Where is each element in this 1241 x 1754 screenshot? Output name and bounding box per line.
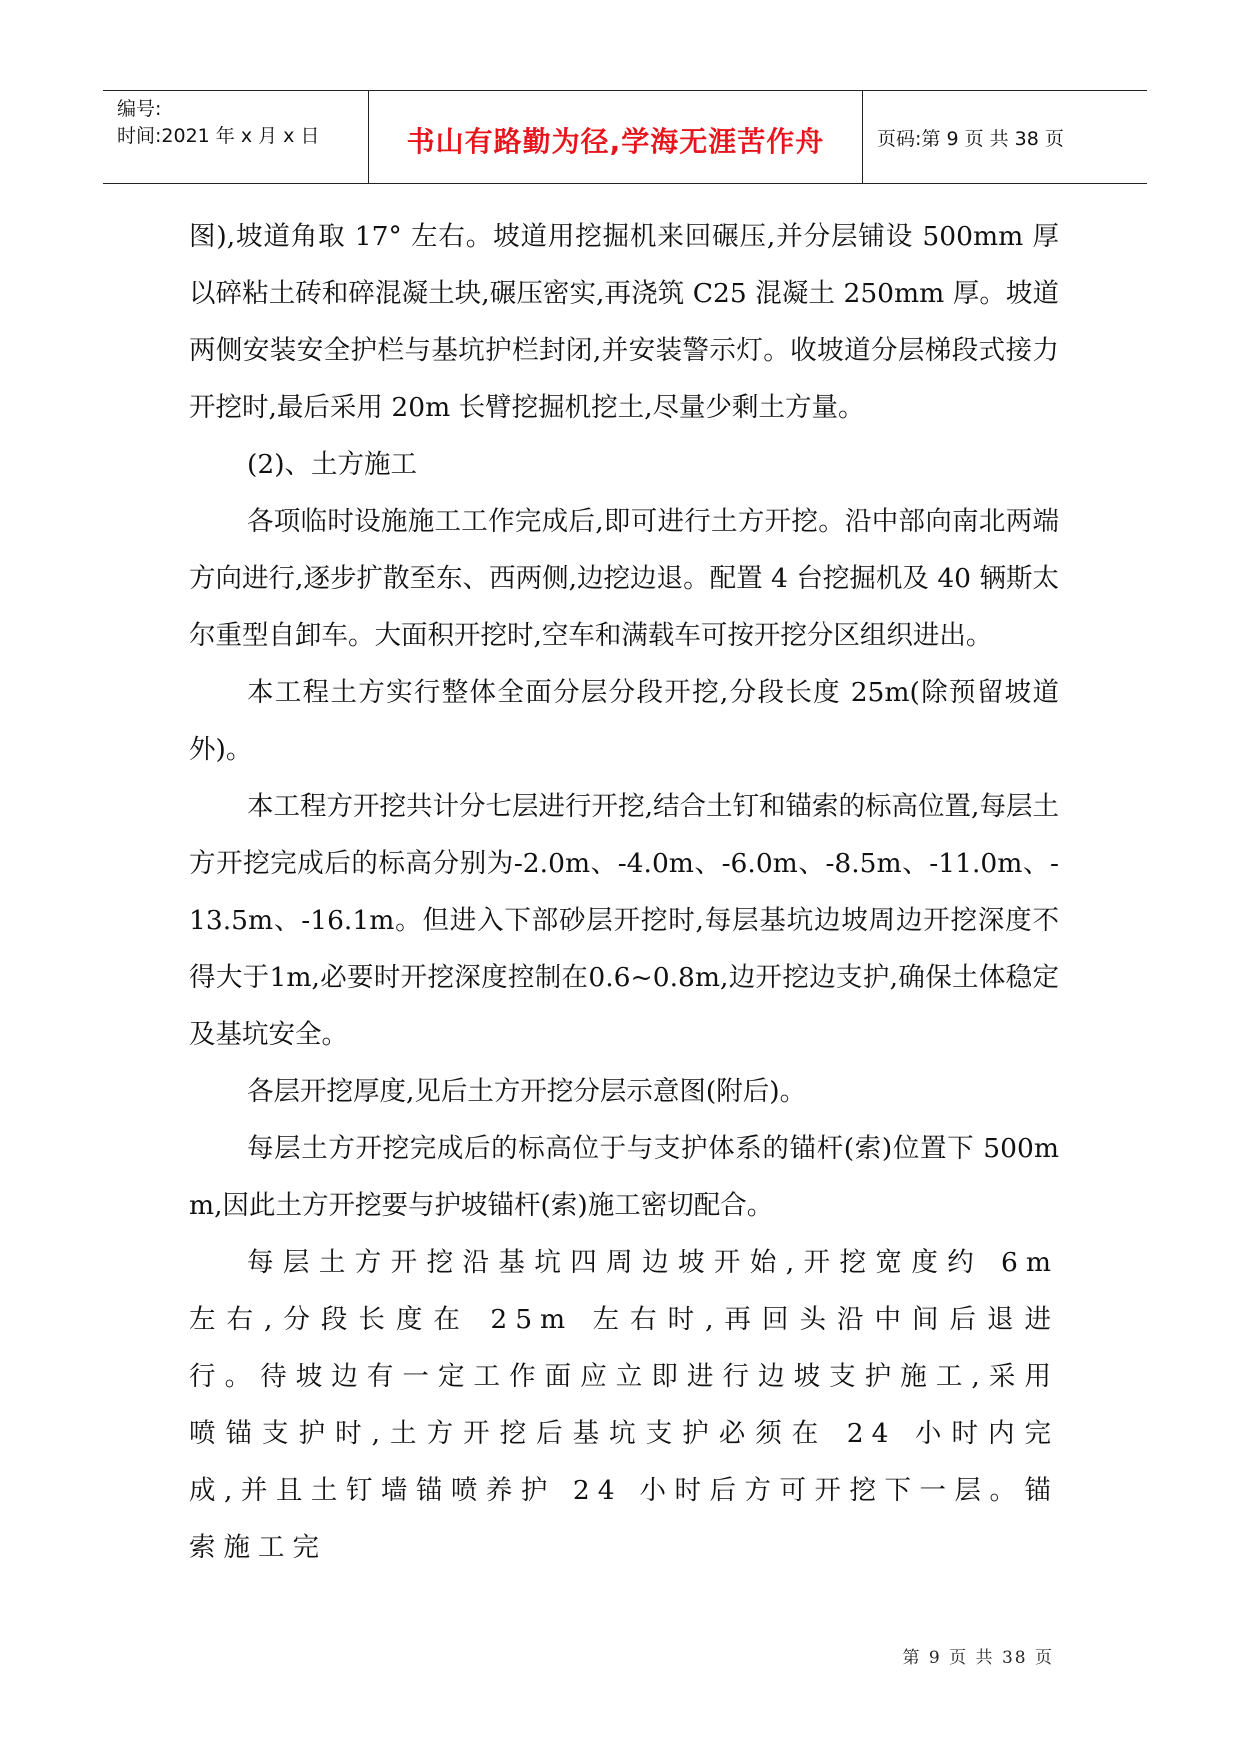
header-page-info: 页码:第 9 页 共 38 页 [877, 128, 1064, 150]
paragraph-layered-excavation: 本工程土方实行整体全面分层分段开挖,分段长度 25m(除预留坡道外)。 [189, 677, 1059, 765]
serial-number-label: 编号: [117, 98, 162, 120]
paragraph-seven-layers: 本工程方开挖共计分七层进行开挖,结合土钉和锚索的标高位置,每层土方开挖完成后的标高分别为-2.0m、-4.0m、-6.0m、-8.5m、-11.0m、-13.5m、-16.1m。但进入下部砂层开挖时,每层基坑边坡周边开挖深度不得大于1m,必要时开挖深度控制在0.6~0.8m,边开挖边支护,确保土体稳定及基坑安全。 [189, 791, 1059, 1050]
motto-text: 书山有路勤为径,学海无涯苦作舟 [406, 125, 825, 158]
header-info-cell [103, 91, 369, 183]
document-body [189, 208, 1059, 1576]
paragraph-perimeter-excavation: 每层土方开挖沿基坑四周边坡开始,开挖宽度约 6m 左右,分段长度在 25m 左右时,再回头沿中间后退进行。待坡边有一定工作面应立即进行边坡支护施工,采用喷锚支护时,土方开挖后基坑支护必须在 24 小时内完成,并且土钉墙锚喷养护 24 小时后方可开挖下一层。锚索施工完 [189, 1247, 1059, 1563]
page-header [103, 90, 1147, 184]
date-line: 时间:2021 年 x 月 x 日 [117, 125, 320, 147]
paragraph-layer-thickness: 各层开挖厚度,见后土方开挖分层示意图(附后)。 [247, 1076, 807, 1107]
paragraph-ramp-construction: 图),坡道角取 17° 左右。坡道用挖掘机来回碾压,并分层铺设 500mm 厚以碎粘土砖和碎混凝土块,碾压密实,再浇筑 C25 混凝土 250mm 厚。坡道两侧安装安全护栏与基坑护栏封闭,并安装警示灯。收坡道分层梯段式接力开挖时,最后采用 20m 长臂挖掘机挖土,尽量少剩土方量。 [189, 221, 1059, 423]
page-footer-number: 第 9 页 共 38 页 [902, 1648, 1054, 1668]
section-heading-earthwork: (2)、土方施工 [247, 449, 418, 480]
paragraph-excavation-start: 各项临时设施施工工作完成后,即可进行土方开挖。沿中部向南北两端方向进行,逐步扩散至东、西两侧,边挖边退。配置 4 台挖掘机及 40 辆斯太尔重型自卸车。大面积开挖时,空车和满载车可按开挖分区组织进出。 [189, 506, 1059, 651]
paragraph-anchor-coordination: 每层土方开挖完成后的标高位于与支护体系的锚杆(索)位置下 500mm,因此土方开挖要与护坡锚杆(索)施工密切配合。 [189, 1133, 1059, 1221]
header-motto-cell [369, 91, 863, 183]
header-page-cell [863, 91, 1147, 183]
